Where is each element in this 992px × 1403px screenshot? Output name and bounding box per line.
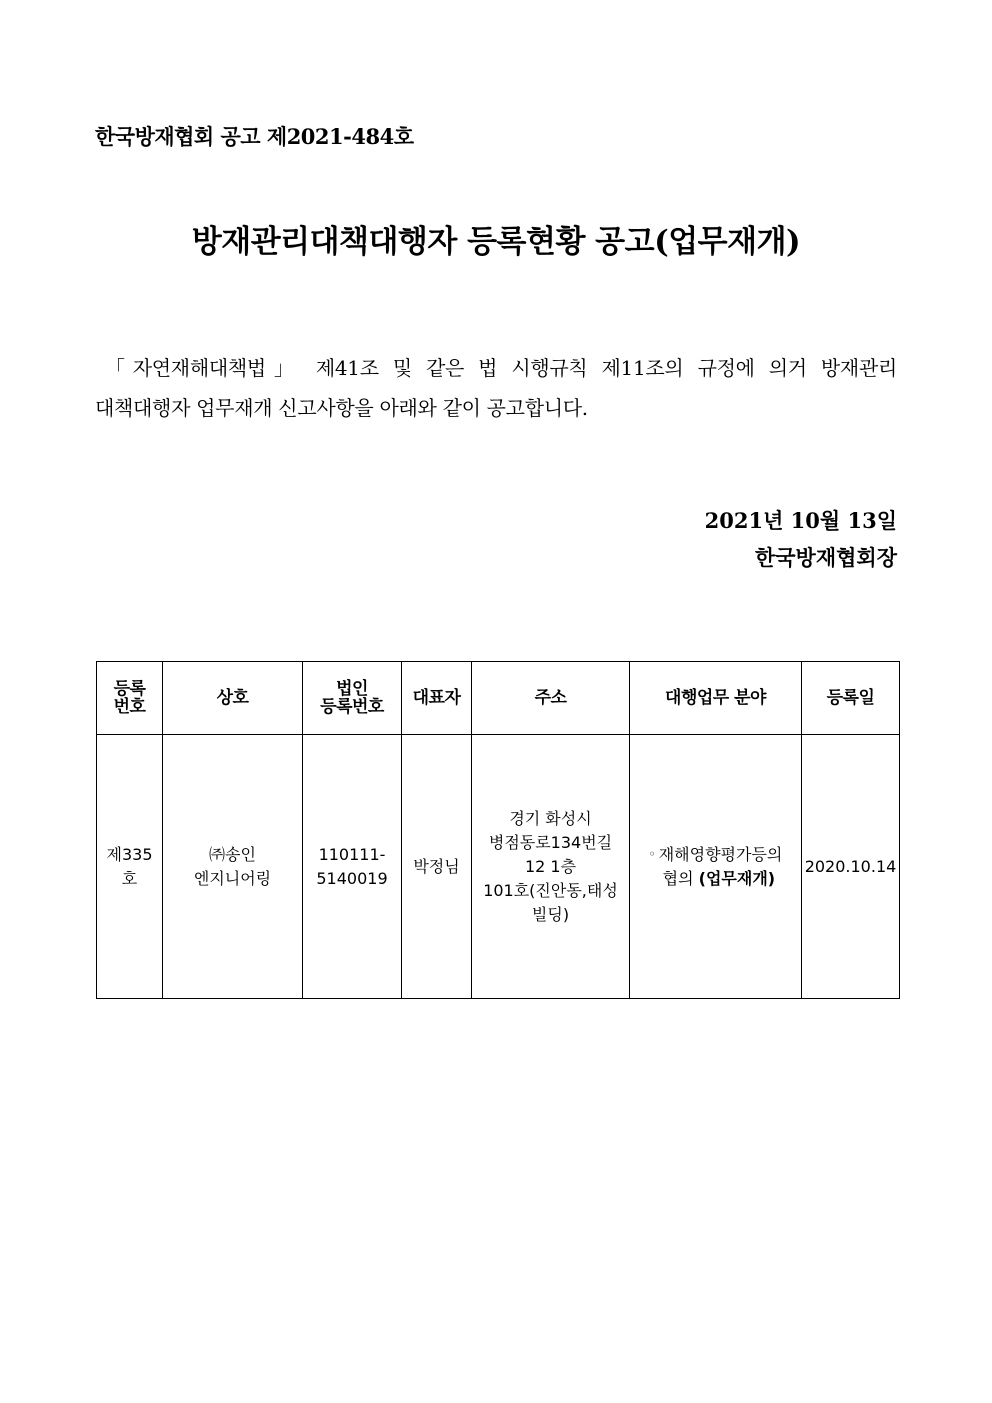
address-line-5: 빌딩) [531, 904, 570, 924]
header-corp-no-line-1: 법인 [336, 679, 368, 699]
header-company-name: 상호 [163, 662, 303, 735]
cell-registration-date: 2020.10.14 [802, 735, 900, 999]
corporate-number-line-2: 5140019 [316, 868, 388, 888]
address-line-2: 병점동로134번길 [488, 832, 613, 852]
business-field-line-2 [649, 867, 783, 891]
cell-address [472, 735, 630, 999]
header-corp-no-line-2: 등록번호 [320, 697, 384, 717]
business-field-name: 재해영향평가등의 [658, 845, 783, 864]
header-reg-no-line-2: 번호 [113, 697, 146, 717]
address-line-1: 경기 화성시 [509, 808, 592, 828]
notice-body-line-1: 「자연재해대책법」 제41조 및 같은 법 시행규칙 제11조의 규정에 의거 방재관리 [105, 356, 897, 380]
cell-business-field [630, 735, 802, 999]
table-header-row [97, 662, 900, 735]
header-representative: 대표자 [402, 662, 472, 735]
issue-date: 2021년 10월 13일 [704, 508, 897, 533]
issuer-name: 한국방재협회장 [754, 545, 897, 570]
address-line-3: 12 1층 [524, 856, 577, 876]
notice-number: 한국방재협회 공고 제2021-484호 [95, 124, 414, 149]
address-line-4: 101호(진안동,태성 [483, 880, 618, 900]
document-title: 방재관리대책대행자 등록현황 공고(업무재개) [191, 224, 801, 260]
cell-company-name [163, 735, 303, 999]
bullet-icon: ◦ [648, 847, 656, 861]
business-field-suffix: 협의 [662, 869, 694, 888]
company-name-line-2: 엔지니어링 [193, 868, 272, 888]
corporate-number-line-1: 110111- [318, 844, 386, 864]
header-address: 주소 [472, 662, 630, 735]
notice-body-line-2: 대책대행자 업무재개 신고사항을 아래와 같이 공고합니다. [95, 396, 588, 420]
header-reg-no-line-1: 등록 [113, 679, 146, 699]
header-business-field: 대행업무 분야 [630, 662, 802, 735]
company-name-line-1: ㈜송인 [209, 844, 256, 864]
notice-body [95, 348, 897, 428]
cell-corporate-number [303, 735, 402, 999]
cell-registration-number: 제335호 [97, 735, 163, 999]
business-field-line-1 [649, 842, 783, 867]
resumption-status: (업무재개) [698, 869, 776, 888]
header-registration-date: 등록일 [802, 662, 900, 735]
table-row [97, 735, 900, 999]
business-field-text [649, 842, 783, 891]
header-registration-number [97, 662, 163, 735]
header-corporate-number [303, 662, 402, 735]
registry-table [96, 661, 900, 999]
cell-representative: 박정님 [402, 735, 472, 999]
